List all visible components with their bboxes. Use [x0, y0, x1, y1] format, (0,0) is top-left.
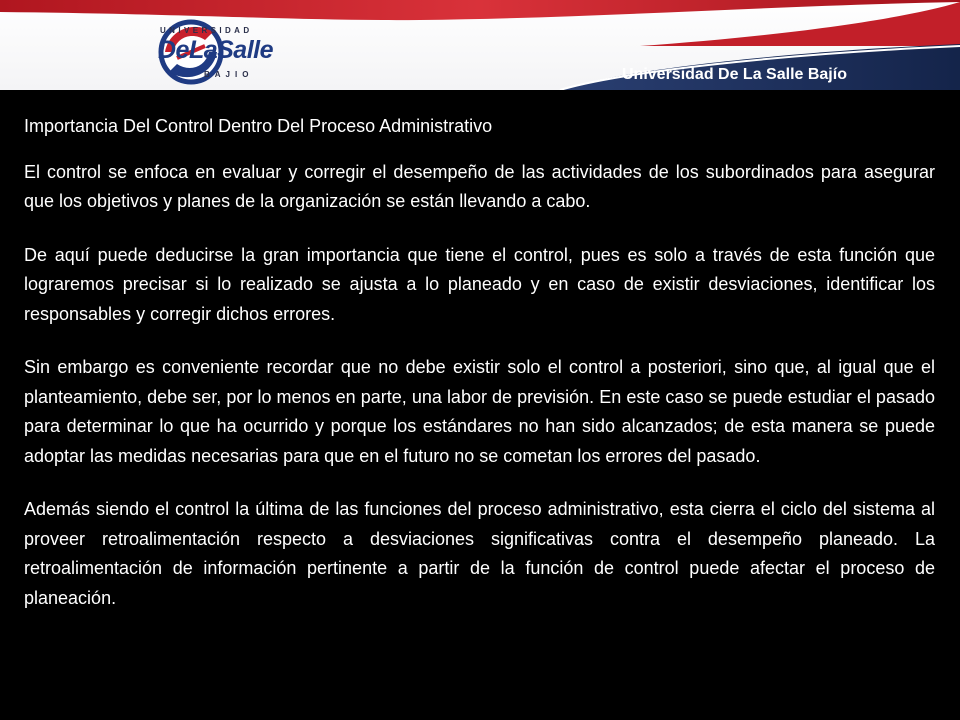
paragraph: De aquí puede deducirse la gran importancia que tiene el control, pues es solo a través de esta función que lograremos precisar si lo realizado se ajusta a lo planeado y en caso de existir desviaciones, identificar los responsables y corregir dichos errores. [24, 244, 935, 324]
paragraph: El control se enfoca en evaluar y corregir el desempeño de las actividades de los subordinados para asegurar que los objetivos y planes de la organización se están llevando a cabo. [24, 161, 935, 211]
logo-top-text: UNIVERSIDAD [160, 26, 253, 35]
paragraph: Además siendo el control la última de las funciones del proceso administrativo, esta cierra el ciclo del sistema al proveer retroalimentación respecto a desviaciones significativas contra el desempeño planeado. La retroalimentación de información pertinente a partir de la función de control puede afectar el proceso de planeación. [24, 499, 935, 608]
slide-heading: Importancia Del Control Dentro Del Proceso Administrativo [24, 116, 493, 136]
logo-main-text: DeLaSalle [158, 36, 274, 64]
header-banner [0, 0, 960, 90]
header-title: Universidad De La Salle Bajío [622, 66, 847, 83]
paragraph: Sin embargo es conveniente recordar que no debe existir solo el control a posteriori, sino que, al igual que el planteamiento, debe ser, por lo menos en parte, una labor de previsión. En este caso se puede estudiar el pasado para determinar lo que ha ocurrido y porque los estándares no han sido alcanzados; de esta manera se puede adoptar las medidas necesarias para que en el futuro no se cometan los errores del pasado. [24, 357, 935, 466]
logo-bottom-text: BAJIO [204, 70, 254, 79]
slide-body [24, 112, 935, 637]
